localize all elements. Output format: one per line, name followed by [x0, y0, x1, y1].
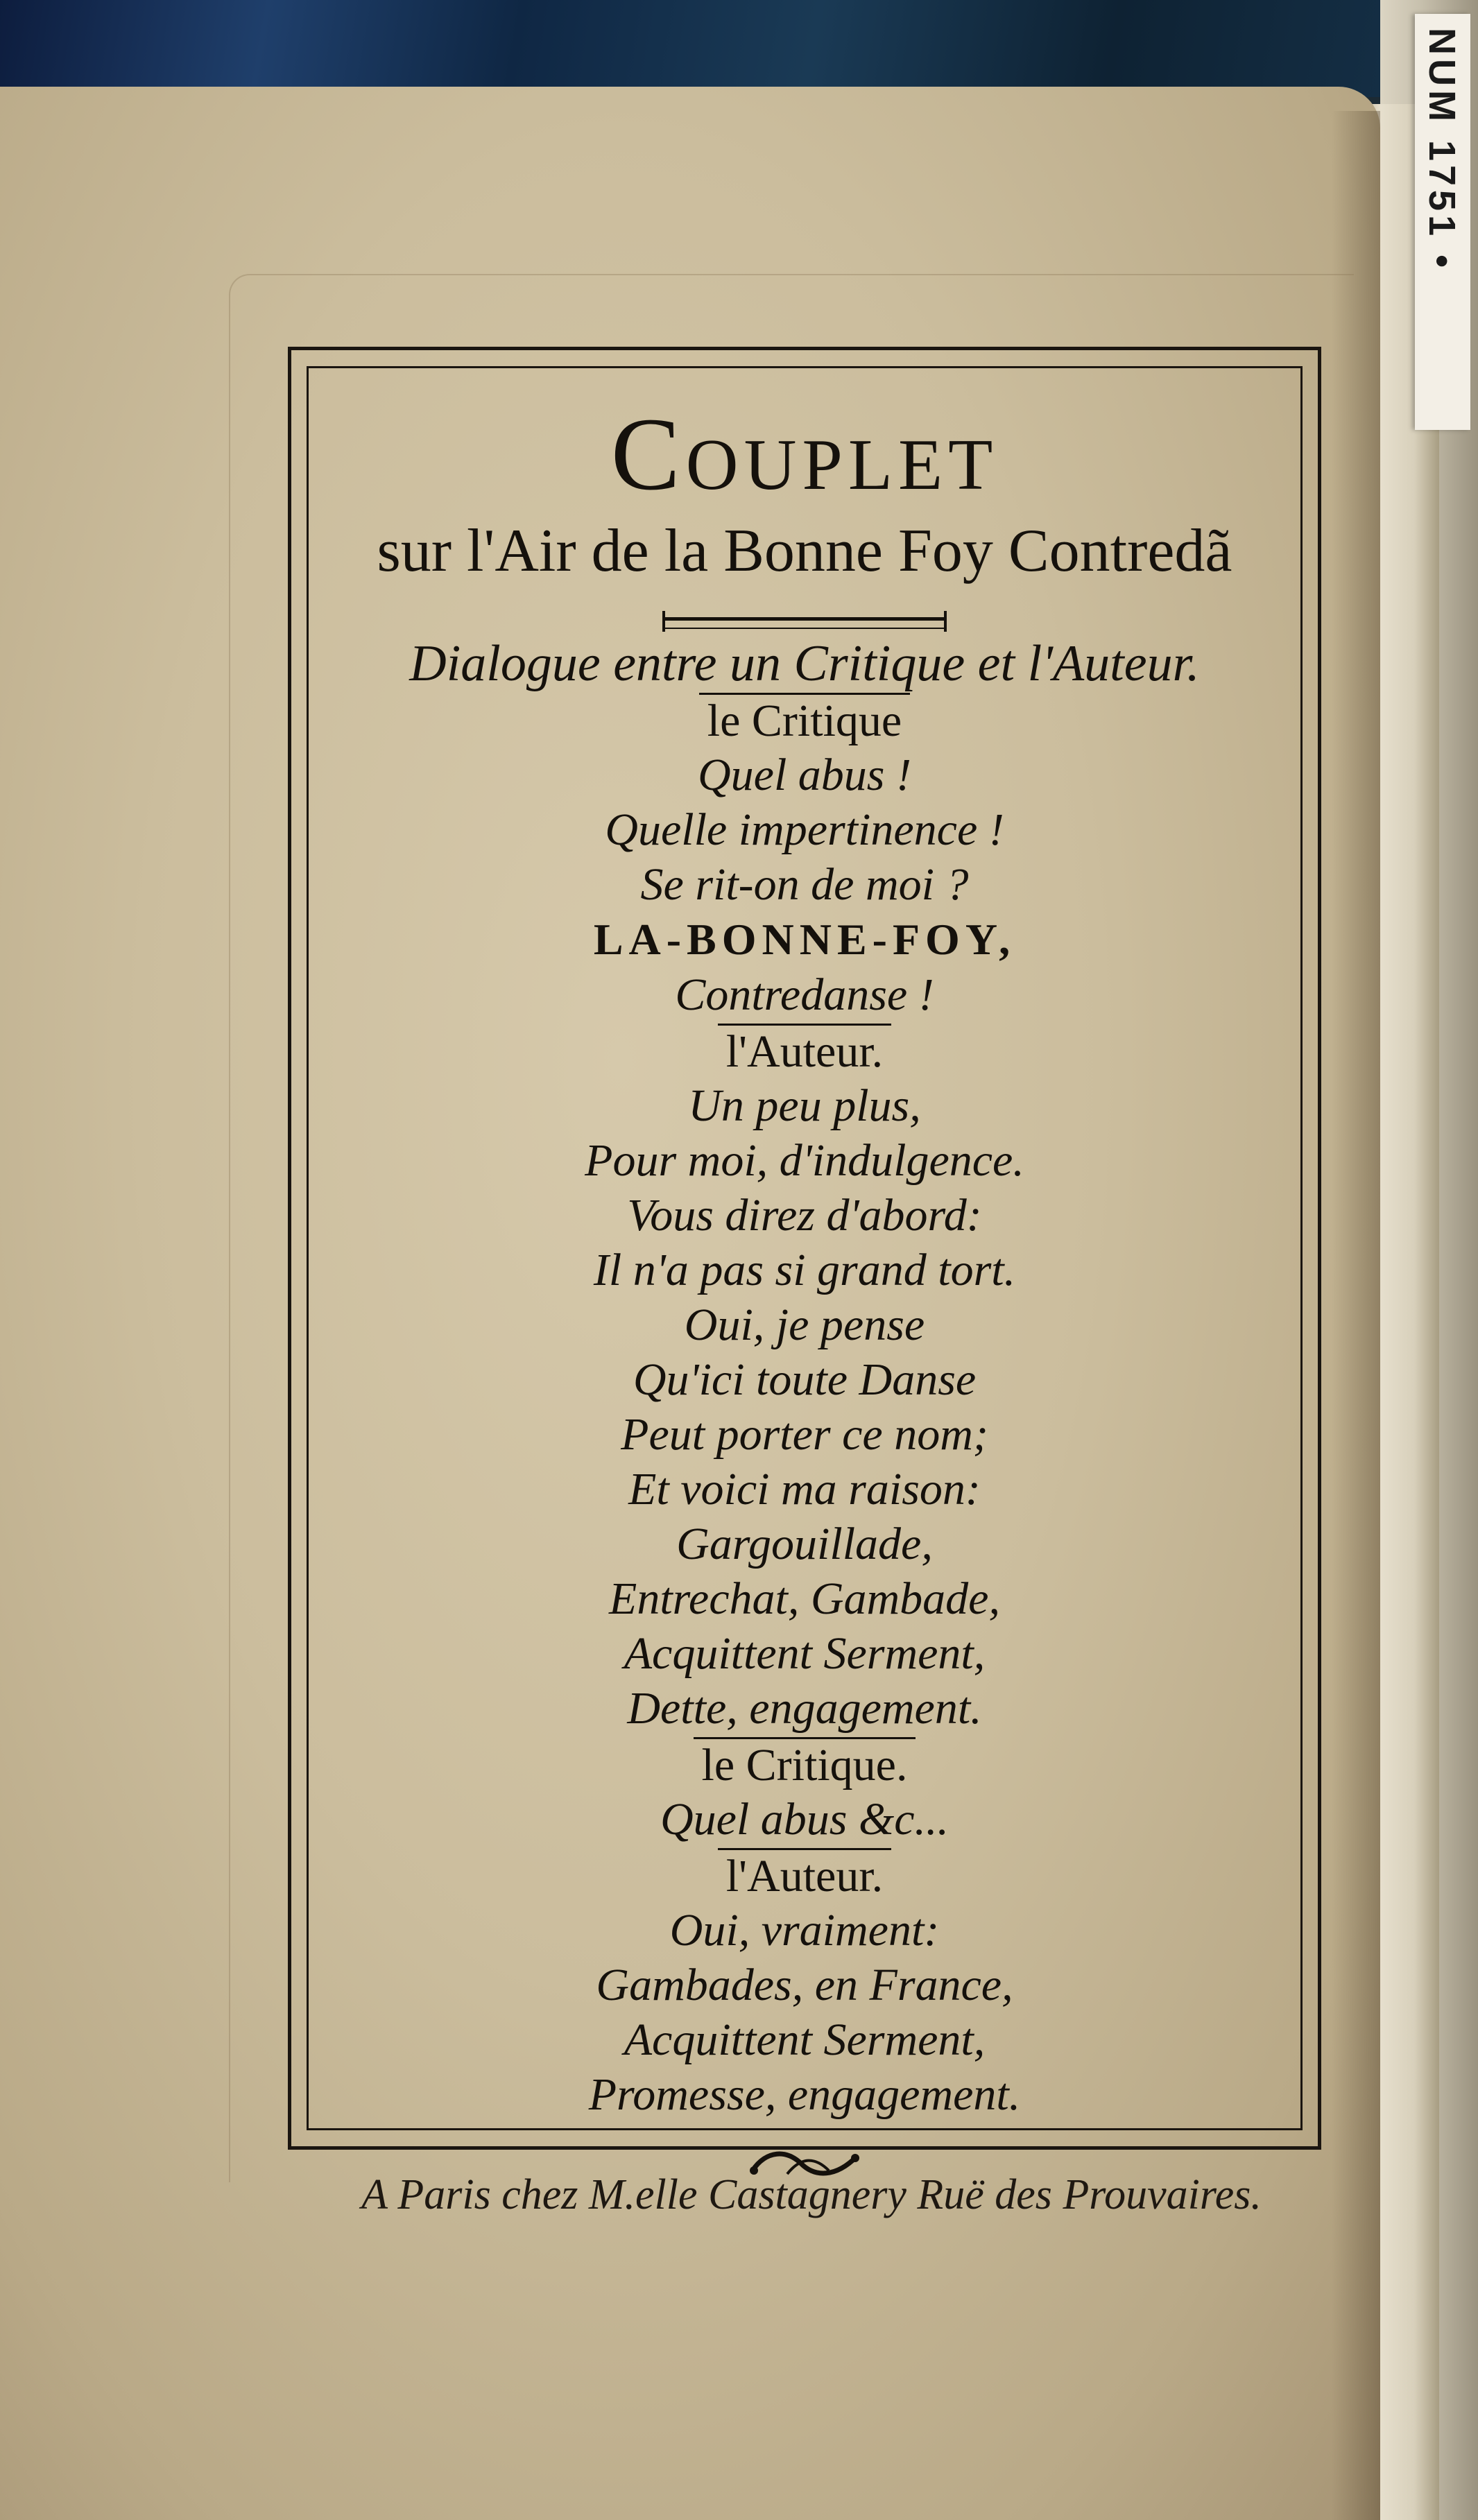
verse-line: Pour moi, d'indulgence.: [585, 1135, 1024, 1186]
verse-line: Un peu plus,: [688, 1080, 921, 1131]
publisher-imprint: A Paris chez M.elle Castagnery Ruë des Prouvaires.: [361, 2171, 1262, 2218]
speaker-line: [307, 1024, 1303, 1078]
verse-line: Entrechat, Gambade,: [609, 1573, 1000, 1624]
shelf-label-text: NUM 1751 •: [1421, 28, 1463, 273]
verse-line: Quel abus !: [698, 750, 911, 800]
verse-line: Se rit-on de moi ?: [640, 859, 969, 910]
speaker-line: [307, 1737, 1303, 1792]
verse-caps-line: LA-BONNE-FOY,: [593, 915, 1016, 964]
verse-line: Gambades, en France,: [596, 1960, 1013, 2010]
dialogue-heading: Dialogue entre un Critique et l'Auteur.: [409, 635, 1200, 692]
verse-line: Promesse, engagement.: [588, 2069, 1021, 2120]
plate-title: Couplet: [610, 397, 999, 512]
background-fabric: [0, 0, 1478, 97]
verse-line: Peut porter ce nom;: [621, 1409, 988, 1460]
title-rule: [662, 617, 947, 629]
plate-subtitle: sur l'Air de la Bonne Foy Contredã: [377, 517, 1232, 585]
verse-line: Acquittent Serment,: [624, 2014, 986, 2065]
verse-line: Et voici ma raison:: [628, 1464, 981, 1514]
speaker-name: le Critique: [699, 693, 910, 748]
speaker-name: le Critique.: [694, 1737, 916, 1792]
verse-line: Il n'a pas si grand tort.: [593, 1245, 1016, 1295]
engraved-plate: [307, 388, 1303, 2122]
verse-line: Quelle impertinence !: [605, 804, 1004, 855]
speaker-line: [307, 693, 1303, 748]
verse-line: Dette, engagement.: [627, 1683, 982, 1734]
speaker-line: [307, 1848, 1303, 1903]
speaker-name: l'Auteur.: [718, 1024, 891, 1078]
couplet-lines: [307, 693, 1303, 2122]
verse-line: Vous direz d'abord:: [627, 1190, 982, 1241]
verse-line: Acquittent Serment,: [624, 1628, 986, 1679]
verse-line: Qu'ici toute Danse: [633, 1354, 977, 1405]
verse-line: Gargouillade,: [676, 1519, 933, 1569]
verse-line: Contredanse !: [675, 969, 934, 1020]
verse-line: Quel abus &c...: [660, 1794, 949, 1845]
speaker-name: l'Auteur.: [718, 1848, 891, 1903]
verse-line: Oui, je pense: [684, 1300, 925, 1350]
verse-line: Oui, vraiment:: [669, 1905, 940, 1956]
